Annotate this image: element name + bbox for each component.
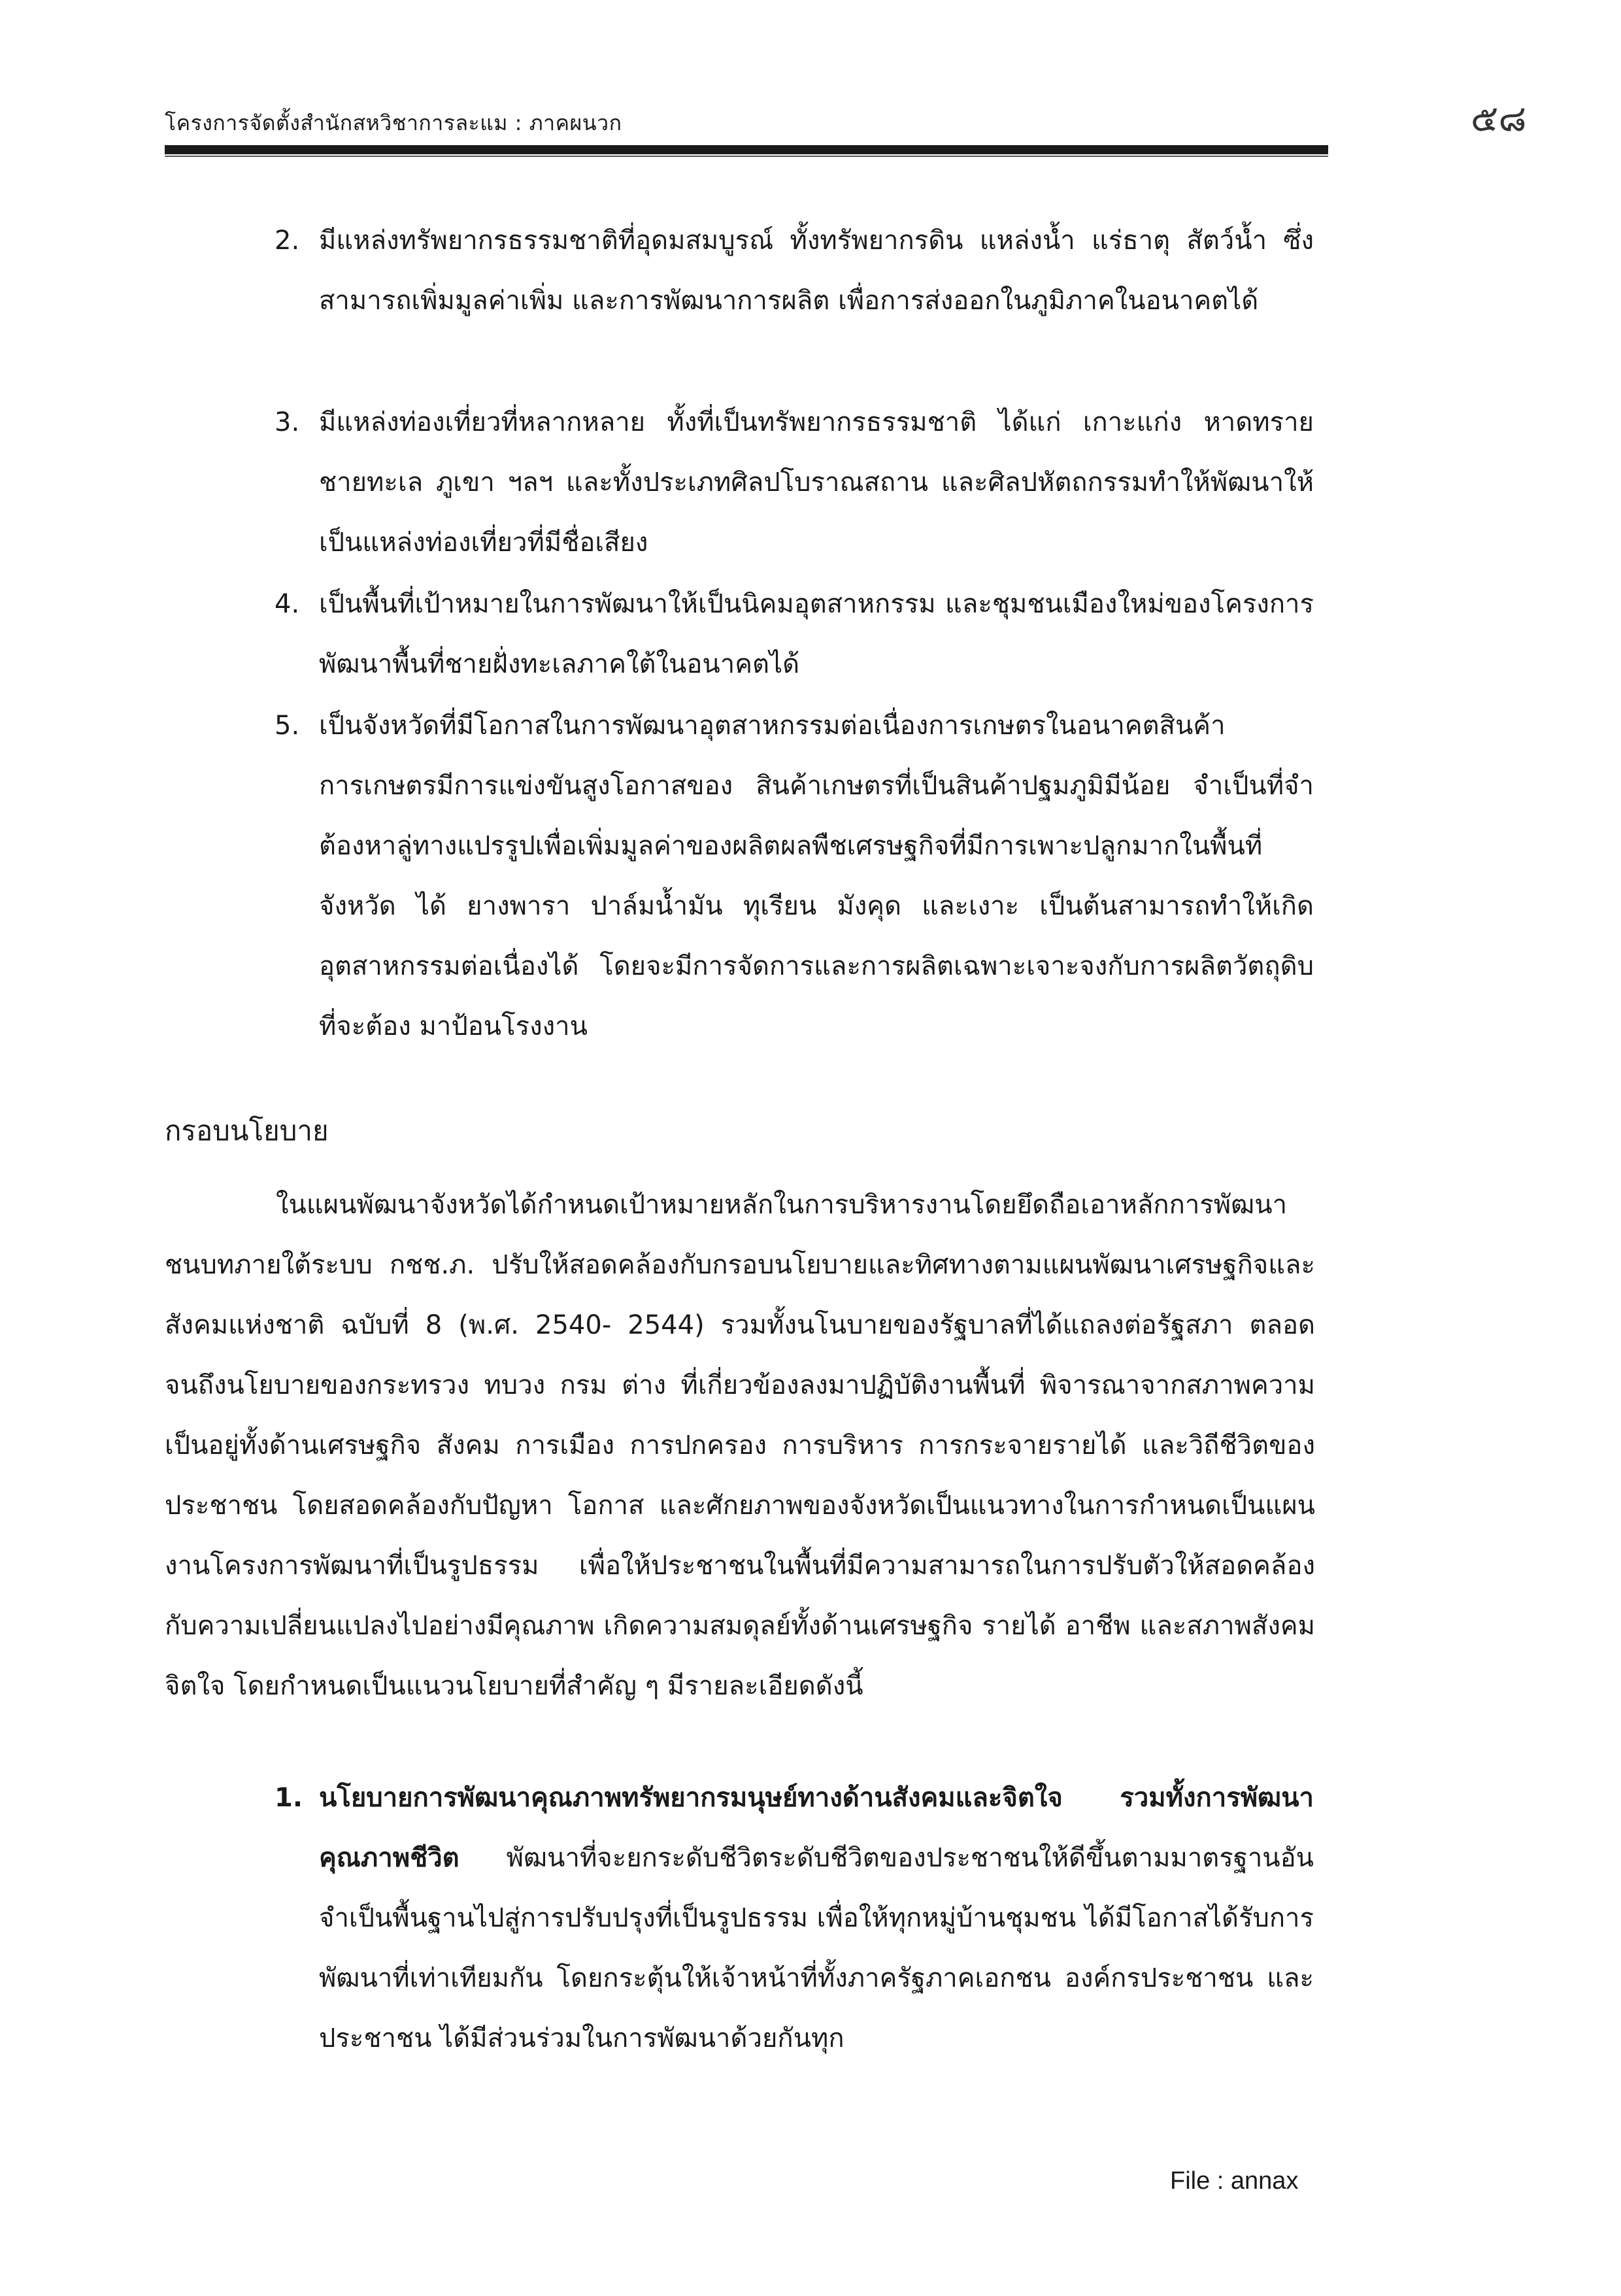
policy-item-body (319, 1768, 1314, 2068)
header-rule (165, 145, 1328, 154)
list-item-text: มีแหล่งท่องเที่ยวที่หลากหลาย ทั้งที่เป็นทรัพยากรธรรมชาติ ได้แก่ เกาะแก่ง หาดทราย ชายทะเล ภูเขา ฯลฯ และทั้งประเภทศิลปโบราณสถาน และศิลปหัตถกรรมทำให้พัฒนาให้เป็นแหล่งท่องเที่ยวที่มีชื่อเสียง (319, 407, 1314, 558)
list-item-number: 5. (275, 711, 300, 741)
policy-item-title: นโยบายการพัฒนาคุณภาพทรัพยากรมนุษย์ทางด้านสังคมและจิตใจ รวมทั้งการพัฒนาคุณภาพชีวิต (319, 1783, 1314, 1873)
header-rule-thin (165, 156, 1328, 157)
list-item-5 (275, 696, 1314, 1056)
list-item-text: มีแหล่งทรัพยากรธรรมชาติที่อุดมสมบูรณ์ ทั้งทรัพยากรดิน แหล่งน้ำ แร่ธาตุ สัตว์น้ำ ซึ่งสามารถเพิ่มมูลค่าเพิ่ม และการพัฒนาการผลิต เพื่อการส่งออกในภูมิภาคในอนาคตได้ (319, 226, 1314, 316)
footer-file-label: File : annax (1170, 2167, 1299, 2195)
policy-item-text: พัฒนาที่จะยกระดับชีวิตระดับชีวิตของประชาชนให้ดีขึ้นตามมาตรฐานอันจำเป็นพื้นฐานไปสู่การปรับปรุงที่เป็นรูปธรรม เพื่อให้ทุกหมู่บ้านชุมชน ได้มีโอกาสได้รับการพัฒนาที่เท่าเทียมกัน โดยกระตุ้นให้เจ้าหน้าที่ทั้งภาครัฐภาคเอกชน องค์กรประชาชน และประชาชน ได้มีส่วนร่วมในการพัฒนาด้วยกันทุก (319, 1843, 1314, 2053)
running-header-title: โครงการจัดตั้งสำนักสหวิชาการละแม : ภาคผนวก (165, 110, 622, 135)
policy-item-number: 1. (275, 1783, 303, 1813)
policy-item-1 (275, 1768, 1314, 2068)
page-number: ๕๘ (1471, 97, 1527, 140)
policy-paragraph: ในแผนพัฒนาจังหวัดได้กำหนดเป้าหมายหลักในการบริหารงานโดยยึดถือเอาหลักการพัฒนาชนบทภายใต้ระบบ กชช.ภ. ปรับให้สอดคล้องกับกรอบนโยบายและทิศทางตามแผนพัฒนาเศรษฐกิจและสังคมแห่งชาติ ฉบับที่ 8 (พ.ศ. 2540- 2544) รวมทั้งนโนบายของรัฐบาลที่ได้แถลงต่อรัฐสภา ตลอดจนถึงนโยบายของกระทรวง ทบวง กรม ต่าง ที่เกี่ยวข้องลงมาปฏิบัติงานพื้นที่ พิจารณาจากสภาพความเป็นอยู่ทั้งด้านเศรษฐกิจ สังคม การเมือง การปกครอง การบริหาร การกระจายรายได้ และวิถีชีวิตของประชาชน โดยสอดคล้องกับปัญหา โอกาส และศักยภาพของจังหวัดเป็นแนวทางในการกำหนดเป็นแผนงานโครงการพัฒนาที่เป็นรูปธรรม เพื่อให้ประชาชนในพื้นที่มีความสามารถในการปรับตัวให้สอดคล้องกับความเปลี่ยนแปลงไปอย่างมีคุณภาพ เกิดความสมดุลย์ทั้งด้านเศรษฐกิจ รายได้ อาชีพ และสภาพสังคม จิตใจ โดยกำหนดเป็นแนวนโยบายที่สำคัญ ๆ มีรายละเอียดดังนี้ (165, 1190, 1315, 1701)
list-item-number: 4. (275, 589, 300, 619)
list-item-text: เป็นจังหวัดที่มีโอกาสในการพัฒนาอุตสาหกรรมต่อเนื่องการเกษตรในอนาคตสินค้าการเกษตรมีการแข่งขันสูงโอกาสของ สินค้าเกษตรที่เป็นสินค้าปฐมภูมิมีน้อย จำเป็นที่จำต้องหาลู่ทางแปรรูปเพื่อเพิ่มมูลค่าของผลิตผลพืชเศรษฐกิจที่มีการเพาะปลูกมากในพื้นที่จังหวัด ได้ ยางพารา ปาล์มน้ำมัน ทุเรียน มังคุด และเงาะ เป็นต้นสามารถทำให้เกิดอุตสาหกรรมต่อเนื่องได้ โดยจะมีการจัดการและการผลิตเฉพาะเจาะจงกับการผลิตวัตถุดิบที่จะต้อง มาป้อนโรงงาน (319, 711, 1314, 1041)
section-heading: กรอบนโยบาย (165, 1115, 329, 1147)
list-item-2 (275, 211, 1314, 331)
list-item-number: 3. (275, 407, 300, 437)
list-item-3 (275, 392, 1314, 573)
list-item-text: เป็นพื้นที่เป้าหมายในการพัฒนาให้เป็นนิคมอุตสาหกรรม และชุมชนเมืองใหม่ของโครงการพัฒนาพื้นที่ชายฝั่งทะเลภาคใต้ในอนาคตได้ (319, 589, 1314, 679)
list-item-4 (275, 574, 1314, 694)
list-item-number: 2. (275, 226, 300, 256)
